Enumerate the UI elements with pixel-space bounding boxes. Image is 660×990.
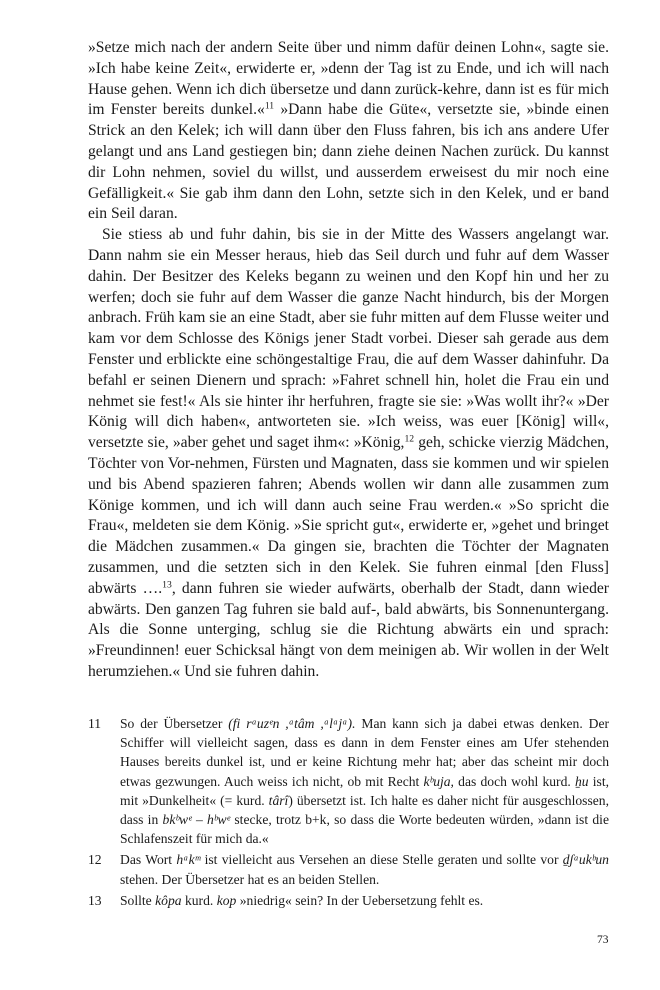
footnote-text: Das Wort hᵃkᵐ ist vielleicht aus Versehen an diese Stelle geraten und sollte vor ḏʃᵃukᵇun stehen. Der Übersetzer hat es an beiden Stellen. bbox=[120, 852, 609, 887]
italic-term: (fi rᵃuzᵉn ,ᵃtâm ,ᵃlᵃjᵃ). bbox=[228, 716, 356, 731]
footnotes bbox=[88, 714, 609, 912]
italic-term: kôpa bbox=[155, 892, 182, 908]
page-number: 73 bbox=[597, 934, 609, 946]
footnote-ref: 13 bbox=[162, 579, 172, 591]
footnote-ref: 12 bbox=[404, 433, 415, 445]
italic-term: hᵃkᵐ bbox=[176, 852, 201, 868]
footnote-ref: 11 bbox=[264, 101, 275, 113]
footnote-text: So der Übersetzer (fi rᵃuzᵉn ,ᵃtâm ,ᵃlᵃjᵃ). Man kann sich ja dabei etwas denken. Der Schiffer will vielleicht sagen, dass es dann in dem Fenster eines am Ufer stehenden Hauses bereits dunkel ist, und er keine Richtung mehr hat; aber das scheint mir doch etwas gezwungen. Auch weiss ich nicht, ob mit Recht kᵇuja, das doch wohl kurd. ẖu ist, mit »Dunkelheit« (= kurd. târî) übersetzt ist. Ich halte es daher nicht für ausgeschlossen, dass in bkᵇwᵉ – hᵇwᵉ stecke, trotz b+k, so dass die Worte bedeuten würden, »dann ist die Schlafenszeit für mich da.« bbox=[120, 716, 610, 847]
italic-term: kᵇuja, bbox=[423, 773, 454, 789]
italic-term: ḏʃᵃukᵇun bbox=[562, 852, 609, 868]
italic-term: bkᵇwᵉ – hᵇwᵉ bbox=[162, 812, 231, 828]
footnote-number: 13 bbox=[88, 892, 102, 908]
body-text bbox=[88, 38, 609, 683]
paragraph-1: »Setze mich nach der andern Seite über und nimm dafür deinen Lohn«, sagte sie. »Ich habe keine Zeit«, erwiderte er, »denn der Tag ist zu Ende, und ich will nach Hause gehen. Wenn ich dich übersetze und dann zurück-kehre, dann ist es für mich im Fenster bereits dunkel.«$^{11}$ »Dann habe die Güte«, versetzte sie, »binde einen Strick an den Kelek; ich will dann über den Fluss fahren, bis ich ans andere Ufer gelangt und ans Land gestiegen bin; dann ziehe deinen Nachen zurück. Du kannst dir Lohn nehmen, soviel du willst, und ausserdem erweisest du mir noch eine Gefälligkeit.« Sie gab ihm dann den Lohn, setzte sich in den Kelek, und er band ein Seil daran. bbox=[88, 39, 610, 223]
page bbox=[88, 38, 610, 908]
footnote-12 bbox=[88, 850, 609, 888]
footnote-number: 11 bbox=[88, 716, 102, 731]
footnote-11 bbox=[88, 714, 609, 848]
footnote-number: 12 bbox=[88, 852, 102, 868]
footnote-text: Sollte kôpa kurd. kop »niedrig« sein? In der Uebersetzung fehlt es. bbox=[120, 892, 484, 908]
paragraph-2: Sie stiess ab und fuhr dahin, bis sie in der Mitte des Wassers angelangt war. Dann nahm sie ein Messer heraus, hieb das Seil durch und fuhr auf dem Wasser dahin. Der Besitzer des Keleks begann zu weinen und den Kopf hin und her zu werfen; doch sie fuhr auf dem Wasser die ganze Nacht hindurch, bis der Morgen anbrach. Früh kam sie an eine Stadt, aber sie fuhr mitten auf dem Flusse weiter und kam vor dem Schlosse des Königs jener Stadt vorbei. Dieser sah gerade aus dem Fenster und erblickte eine schöngestaltige Frau, die auf dem Wasser dahinfuhr. Da befahl er seinen Dienern und sprach: »Fahret schnell hin, holet die Frau ein und nehmet sie fest!« Als sie hinter ihr herfuhren, fragte sie sie: »Was wollt ihr?« »Der König will dich haben«, antworteten sie. »Ich weiss, was euer [König] will«, versetzte sie, »aber gehet und saget ihm«: »König,$^{12}$ geh, schicke vierzig Mädchen, Töchter von Vor-nehmen, Fürsten und Magnaten, dass sie kommen und wir spielen und bis Abend spazieren fahren; Abends wollen wir dann alle zusammen zum Könige kommen, und ich will dann auch seine Frau werden.« »So spricht die Frau«, meldeten sie dem König. »Sie spricht gut«, erwiderte er, »gehet und bringet die Mädchen zusammen.« Da gingen sie, brachten die Töchter der Magnaten zusammen, und die setzten sich in den Kelek. Sie fuhren einmal [den Fluss] abwärts ….$^{13}$, dann fuhren sie wieder aufwärts, oberhalb der Stadt, dann wieder abwärts. Den ganzen Tag fuhren sie bald auf-, bald abwärts, bis Sonnenuntergang. Als die Sonne unterging, schlug sie die Richtung abwärts ein und sprach: »Freundinnen! euer Schicksal hängt von dem meinigen ab. Wir wollen in der Welt herumziehen.« Und sie fuhren dahin. bbox=[88, 226, 609, 680]
italic-term: ẖu bbox=[574, 773, 589, 789]
italic-term: kop bbox=[216, 892, 237, 908]
footnote-13 bbox=[88, 891, 609, 910]
italic-term: târî bbox=[268, 792, 289, 808]
